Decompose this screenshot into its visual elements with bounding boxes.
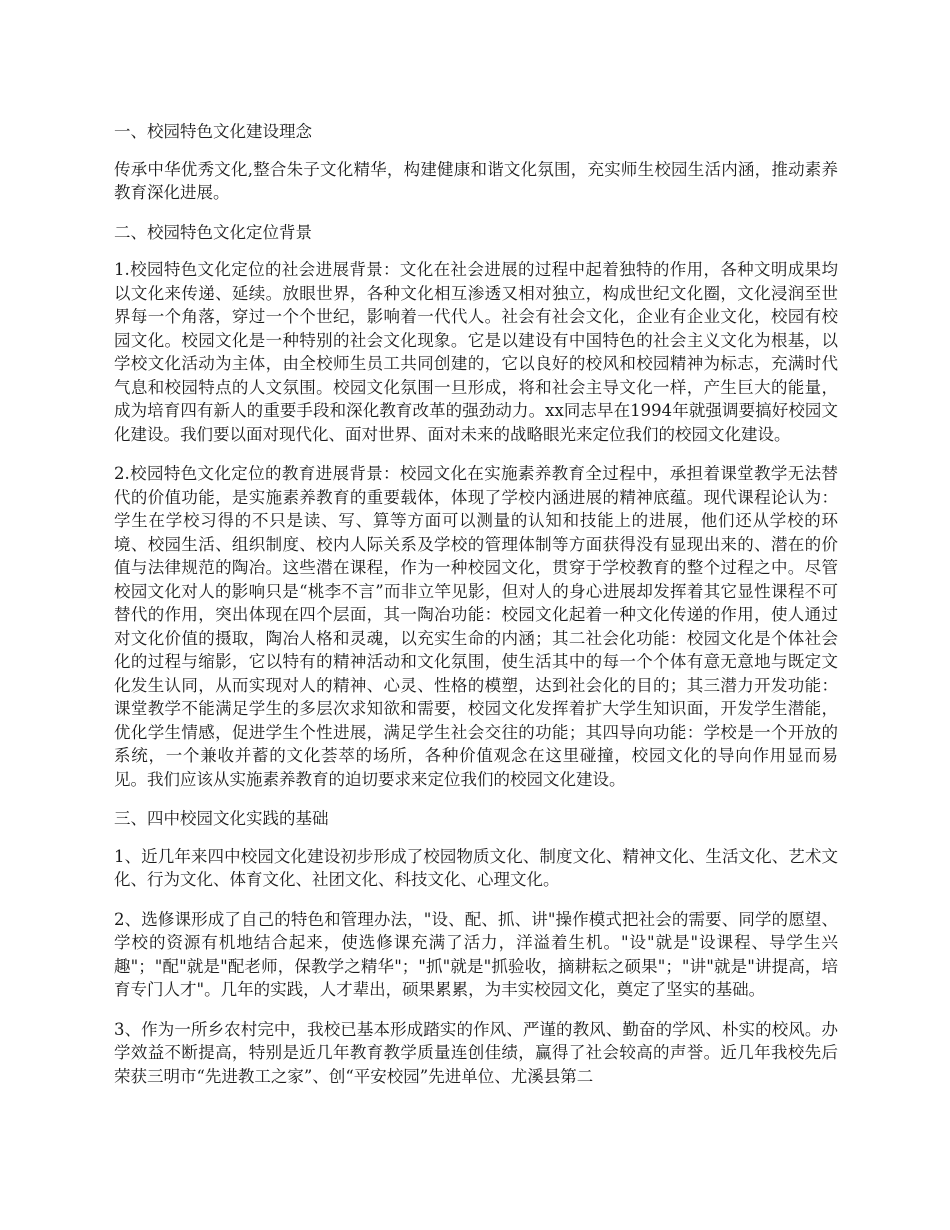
paragraph-practice-3: 3、作为一所乡农村完中，我校已基本形成踏实的作风、严谨的教风、勤奋的学风、朴实的校风。办学效益不断提高，特别是近几年教育教学质量连创佳绩，赢得了社会较高的声誉。近几年我校先后荣获三明市“先进教工之家”、创“平安校园”先进单位、尤溪县第二 <box>114 1019 838 1086</box>
section-heading-2: 二、校园特色文化定位背景 <box>114 222 312 242</box>
section-heading-3: 三、四中校园文化实践的基础 <box>114 809 329 828</box>
paragraph-philosophy: 传承中华优秀文化,整合朱子文化精华，构建健康和谐文化氛围，充实师生校园生活内涵，推动素养教育深化进展。 <box>114 159 838 202</box>
paragraph-education-background: 2.校园特色文化定位的教育进展背景：校园文化在实施素养教育全过程中，承担着课堂教学无法替代的价值功能，是实施素养教育的重要载体，体现了学校内涵进展的精神底蕴。现代课程论认为：学生在学校习得的不只是读、写、算等方面可以测量的认知和技能上的进展，他们还从学校的环境、校园生活、组织制度、校内人际关系及学校的管理体制等方面获得没有显现出来的、潜在的价值与法律规范的陶冶。这些潜在课程，作为一种校园文化，贯穿于学校教育的整个过程之中。尽管校园文化对人的影响只是“桃李不言”而非立竿见影，但对人的身心进展却发挥着其它显性课程不可替代的作用，突出体现在四个层面，其一陶冶功能：校园文化起着一种文化传递的作用，使人通过对文化价值的摄取，陶冶人格和灵魂，以充实生命的内涵；其二社会化功能：校园文化是个体社会化的过程与缩影，它以特有的精神活动和文化氛围，使生活其中的每一个个体有意无意地与既定文化发生认同，从而实现对人的精神、心灵、性格的模塑，达到社会化的目的；其三潜力开发功能：课堂教学不能满足学生的多层次求知欲和需要，校园文化发挥着扩大学生知识面，开发学生潜能，优化学生情感，促进学生个性进展，满足学生社会交往的功能；其四导向功能：学校是一个开放的系统，一个兼收并蓄的文化荟萃的场所，各种价值观念在这里碰撞，校园文化的导向作用显而易见。我们应该从实施素养教育的迫切要求来定位我们的校园文化建设。 <box>114 464 838 789</box>
paragraph-practice-2: 2、选修课形成了自己的特色和管理办法，"设、配、抓、讲"操作模式把社会的需要、同学的愿望、学校的资源有机地结合起来，使选修课充满了活力，洋溢着生机。"设"就是"设课程、导学生兴趣"；"配"就是"配老师，保教学之精华"；"抓"就是"抓验收，摘耕耘之硕果"；"讲"就是"讲提高，培育专门人才"。几年的实践，人才辈出，硕果累累，为丰实校园文化，奠定了坚实的基础。 <box>114 909 838 999</box>
document-body <box>114 120 838 1104</box>
section-heading-1: 一、校园特色文化建设理念 <box>114 122 312 141</box>
paragraph-social-background: 1.校园特色文化定位的社会进展背景：文化在社会进展的过程中起着独特的作用，各种文明成果均以文化来传递、延续。放眼世界，各种文化相互渗透又相对独立，构成世纪文化圈，文化浸润至世界每一个角落，穿过一个个世纪，影响着一代代人。社会有社会文化，企业有企业文化，校园有校园文化。校园文化是一种特别的社会文化现象。它是以建设有中国特色的社会主义文化为根基，以学校文化活动为主体，由全校师生员工共同创建的，它以良好的校风和校园精神为标志，充满时代气息和校园特点的人文氛围。校园文化氛围一旦形成，将和社会主导文化一样，产生巨大的能量，成为培育四有新人的重要手段和深化教育改革的强劲动力。xx同志早在1994年就强调要搞好校园文化建设。我们要以面对现代化、面对世界、面对未来的战略眼光来定位我们的校园文化建设。 <box>114 260 838 444</box>
paragraph-practice-1: 1、近几年来四中校园文化建设初步形成了校园物质文化、制度文化、精神文化、生活文化、艺术文化、行为文化、体育文化、社团文化、科技文化、心理文化。 <box>114 846 838 889</box>
